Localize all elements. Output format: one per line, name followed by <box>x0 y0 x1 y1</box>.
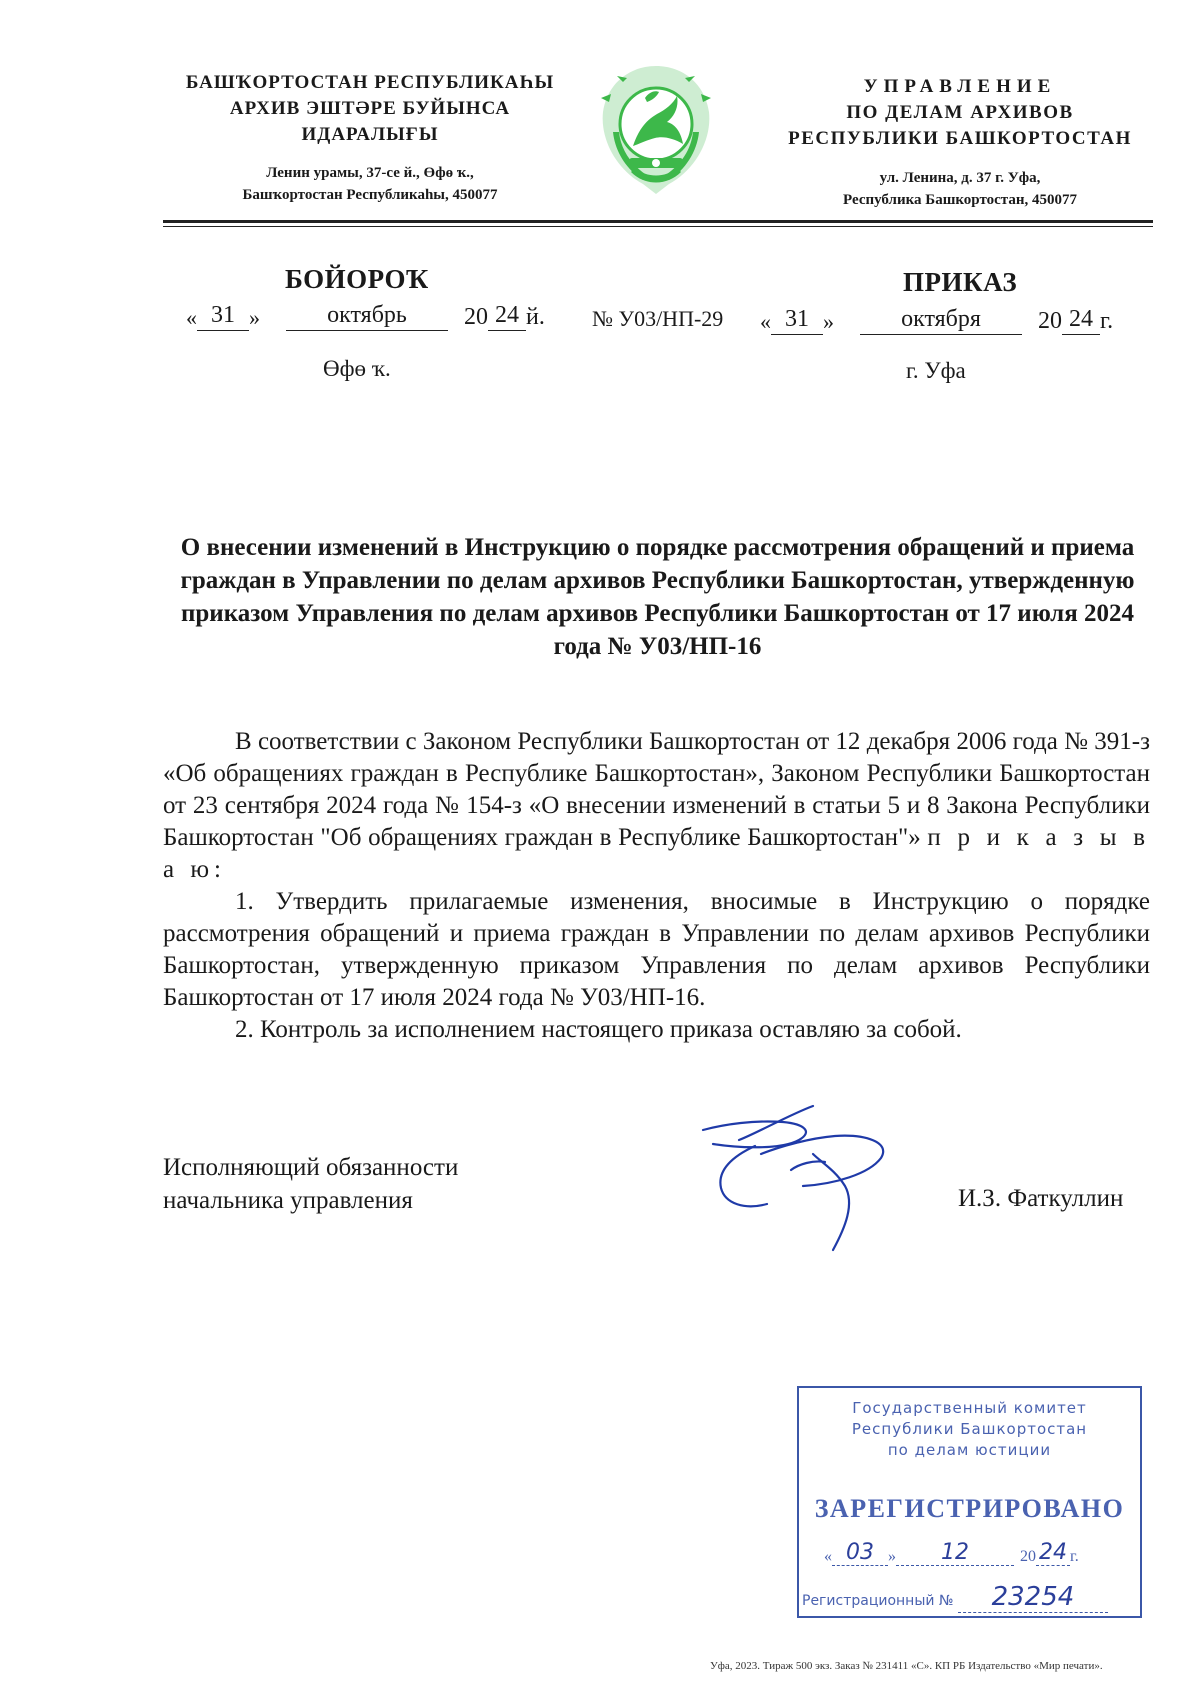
order-title-bashkir: БОЙОРОҠ <box>285 264 429 294</box>
header-right-line: РЕСПУБЛИКИ БАШКОРТОСТАН <box>788 128 1132 149</box>
stamp-day: 03 <box>832 1540 888 1566</box>
stamp-org-line: Республики Башкортостан <box>851 1420 1088 1438</box>
header-right-line: ПО ДЕЛАМ АРХИВОВ <box>846 102 1074 123</box>
header-left-line: БАШҠОРТОСТАН РЕСПУБЛИКАҺЫ <box>185 72 555 93</box>
header-left-line: АРХИВ ЭШТӘРЕ БУЙЫНСА <box>229 98 511 119</box>
header-right-org <box>770 74 1150 152</box>
signatory-name: И.З. Фаткуллин <box>958 1185 1124 1212</box>
quote-close: » <box>888 1548 896 1565</box>
header-left-address <box>150 162 590 206</box>
address-line: ул. Ленина, д. 37 г. Уфа, <box>879 170 1041 186</box>
place-bashkir: Өфө ҡ. <box>323 356 391 381</box>
date-month: октября <box>860 306 1022 335</box>
order-date-right <box>760 306 1113 340</box>
handwritten-signature <box>695 1100 925 1260</box>
stamp-year-suffix: г. <box>1070 1548 1079 1565</box>
date-day: 31 <box>197 302 249 331</box>
quote-close: » <box>823 309 834 334</box>
address-line: Республика Башкортостан, 450077 <box>843 192 1077 208</box>
print-footer: Уфа, 2023. Тираж 500 экз. Заказ № 231411 «С». КП РБ Издательство «Мир печати». <box>710 1660 1103 1672</box>
stamp-date <box>824 1540 1079 1566</box>
stamp-year-prefix: 20 <box>1020 1548 1036 1565</box>
stamp-year: 24 <box>1036 1540 1070 1566</box>
header-divider <box>163 220 1153 223</box>
stamp-organization <box>799 1398 1140 1461</box>
header-right-line: УПРАВЛЕНИЕ <box>863 76 1057 97</box>
quote-open: « <box>186 305 197 330</box>
order-date-left <box>186 302 545 336</box>
stamp-reg-label: Регистрационный № <box>802 1593 954 1609</box>
quote-open: « <box>760 309 771 334</box>
order-subject: О внесении изменений в Инструкцию о порядке рассмотрения обращений и приема граждан в Управлении по делам архивов Республики Башкортостан, утвержденную приказом Управления по делам архивов Республики Башкортостан от 17 июля 2024 года № У03/НП-16 <box>180 534 1135 660</box>
date-suffix: й. <box>526 304 545 330</box>
date-year: 24 <box>1062 306 1100 335</box>
stamp-status: ЗАРЕГИСТРИРОВАНО <box>814 1494 1125 1523</box>
date-year: 24 <box>488 302 526 331</box>
body-item-1: 1. Утвердить прилагаемые изменения, вносимые в Инструкцию о порядке рассмотрения обращений и приема граждан в Управлении по делам архивов Республики Башкортостан, утвержденную приказом Управления по делам архивов Республики Башкортостан от 17 июля 2024 года № У03/НП-16. <box>163 888 1150 1011</box>
date-day: 31 <box>771 306 823 335</box>
body-intro: В соответствии с Законом Республики Башкортостан от 12 декабря 2006 года № 391-з «Об обращениях граждан в Республике Башкортостан», Законом Республики Башкортостан от 23 сентября 2024 года № 154-з «О внесении изменений в статьи 5 и 8 Закона Республики Башкортостан "Об обращениях граждан в Республике Башкортостан"» <box>163 728 1150 851</box>
stamp-org-line: Государственный комитет <box>852 1399 1087 1417</box>
body-command: п р и к а з ы в а ю: <box>163 824 1151 883</box>
position-line: начальника управления <box>163 1187 413 1214</box>
stamp-registration <box>802 1582 1108 1613</box>
header-divider-thin <box>163 226 1153 227</box>
coat-of-arms-icon <box>593 62 719 198</box>
address-line: Ленин урамы, 37-се й., Өфө ҡ., <box>266 165 474 181</box>
quote-close: » <box>249 305 260 330</box>
quote-open: « <box>824 1548 832 1565</box>
date-year-prefix: 20 <box>464 304 488 330</box>
signatory-position <box>163 1151 458 1217</box>
header-left-line: ИДАРАЛЫҒЫ <box>301 124 439 145</box>
header-left-org <box>150 70 590 148</box>
order-number: № У03/НП-29 <box>592 306 724 331</box>
stamp-reg-number: 23254 <box>958 1582 1108 1613</box>
order-body <box>163 726 1150 1046</box>
address-line: Башҡортостан Республикаһы, 450077 <box>242 187 498 203</box>
date-month: октябрь <box>286 302 448 331</box>
date-year-prefix: 20 <box>1038 308 1062 334</box>
position-line: Исполняющий обязанности <box>163 1154 459 1181</box>
body-item-2: 2. Контроль за исполнением настоящего приказа оставляю за собой. <box>235 1016 962 1043</box>
stamp-org-line: по делам юстиции <box>887 1441 1052 1459</box>
header-right-address <box>770 167 1150 211</box>
body-intro-paragraph <box>163 726 1150 886</box>
order-title-russian: ПРИКАЗ <box>903 267 1018 297</box>
place-russian: г. Уфа <box>906 358 966 383</box>
stamp-month: 12 <box>896 1540 1014 1566</box>
date-suffix: г. <box>1100 308 1114 334</box>
registration-stamp <box>797 1386 1142 1618</box>
